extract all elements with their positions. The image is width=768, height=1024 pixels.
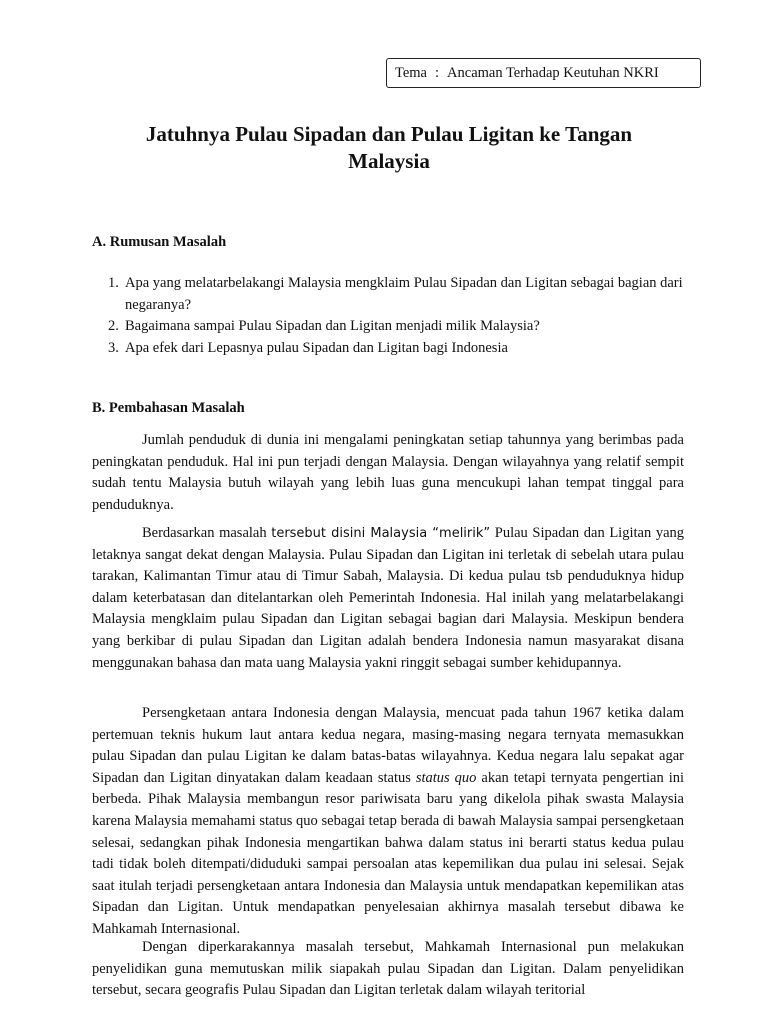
theme-value: Ancaman Terhadap Keutuhan NKRI [447, 65, 659, 81]
section-a-heading: A. Rumusan Masalah [92, 234, 227, 250]
paragraph-2-rest: Pulau Sipadan dan Ligitan yang letaknya sangat dekat dengan Malaysia. Pulau Sipadan dan Ligitan ini terletak di sebelah utara pulau tarakan, Kalimantan Timur atau di Timur Sabah, Malaysia. Di kedua pulau tsb penduduknya hidup dalam keterbatasan dan ditelantarkan oleh Pemerintah Indonesia. Hal inilah yang melatarbelakangi Malaysia mengklaim pulau Sipadan dan Ligitan sebagai bagian dari Malaysia. Meskipun bendera yang berkibar di pulau Sipadan dan Ligitan adalah bendera Indonesia namun masyarakat disana menggunakan bahasa dan mata uang Malaysia yakni ringgit sebagai sumber kehidupannya. [92, 525, 684, 671]
theme-box [386, 58, 701, 88]
paragraph-3-after: akan tetapi ternyata pengertian ini berbeda. Pihak Malaysia membangun resor pariwisata baru yang dikelola pihak swasta Malaysia karena Malaysia memahami status quo sebagai tetap berada di bawah Malaysia sampai persengketaan selesai, sedangkan pihak Indonesia mengartikan bahwa dalam status ini berarti status kedua pulau tadi tidak boleh ditempati/diduduki sampai persoalan atas kepemilikan dua pulau ini selesai. Sejak saat itulah terjadi persengketaan antara Indonesia dan Malaysia untuk mendapatkan kepemilikan atas Sipadan dan Ligitan. Untuk mendapatkan penyelesaian akhirnya masalah tersebut dibawa ke Mahkamah Internasional. [92, 769, 685, 937]
list-item-text: Apa yang melatarbelakangi Malaysia mengklaim Pulau Sipadan dan Ligitan sebagai bagian dari negaranya? [125, 275, 683, 313]
problem-list [92, 273, 692, 359]
paragraph-3-italic: status quo [415, 769, 477, 786]
list-item [92, 338, 692, 360]
list-item [92, 273, 692, 316]
theme-label: Tema [395, 65, 427, 81]
theme-separator: : [435, 65, 440, 81]
paragraph-2 [92, 523, 684, 674]
section-b-heading: B. Pembahasan Masalah [92, 400, 245, 416]
paragraph-4: Dengan diperkarakannya masalah tersebut, Mahkamah Internasional pun melakukan penyelidikan guna memutuskan milik siapakah pulau Sipadan dan Ligitan. Dalam penyelidikan tersebut, secara geografis Pulau Sipadan dan Ligitan terletak dalam wilayah teritorial [92, 939, 684, 999]
paragraph-2-start: Berdasarkan masalah [142, 525, 267, 541]
list-item-text: Apa efek dari Lepasnya pulau Sipadan dan Ligitan bagi Indonesia [125, 339, 508, 356]
page-title [90, 121, 688, 175]
list-item-number: 3. [108, 339, 119, 356]
list-item [92, 316, 692, 338]
paragraph-1: Jumlah penduduk di dunia ini mengalami peningkatan setiap tahunnya yang berimbas pada peningkatan penduduk. Hal ini pun terjadi dengan Malaysia. Dengan wilayahnya yang relatif sempit sudah tentu Malaysia butuh wilayah yang lebih luas guna mencukupi lahan tempat tinggal para penduduknya. [92, 432, 684, 513]
list-item-number: 1. [108, 275, 119, 291]
title-line-2: Malaysia [348, 149, 430, 173]
title-line-1: Jatuhnya Pulau Sipadan dan Pulau Ligitan ke Tangan [145, 122, 633, 146]
list-item-number: 2. [108, 318, 119, 334]
list-item-text: Bagaimana sampai Pulau Sipadan dan Ligitan menjadi milik Malaysia? [125, 318, 540, 334]
paragraph-3 [92, 703, 684, 941]
paragraph-2-sans-fragment: tersebut disini Malaysia “melirik” [271, 526, 491, 541]
paragraph-3-before: Persengketaan antara Indonesia dengan Malaysia, mencuat pada tahun 1967 ketika dalam pertemuan teknis hukum laut antara kedua negara, masing-masing negara ternyata memasukkan pulau Sipadan dan pulau Ligitan ke dalam batas-batas wilayahnya. Kedua negara lalu sepakat agar Sipadan dan Ligitan dinyatakan dalam keadaan status [92, 705, 684, 786]
